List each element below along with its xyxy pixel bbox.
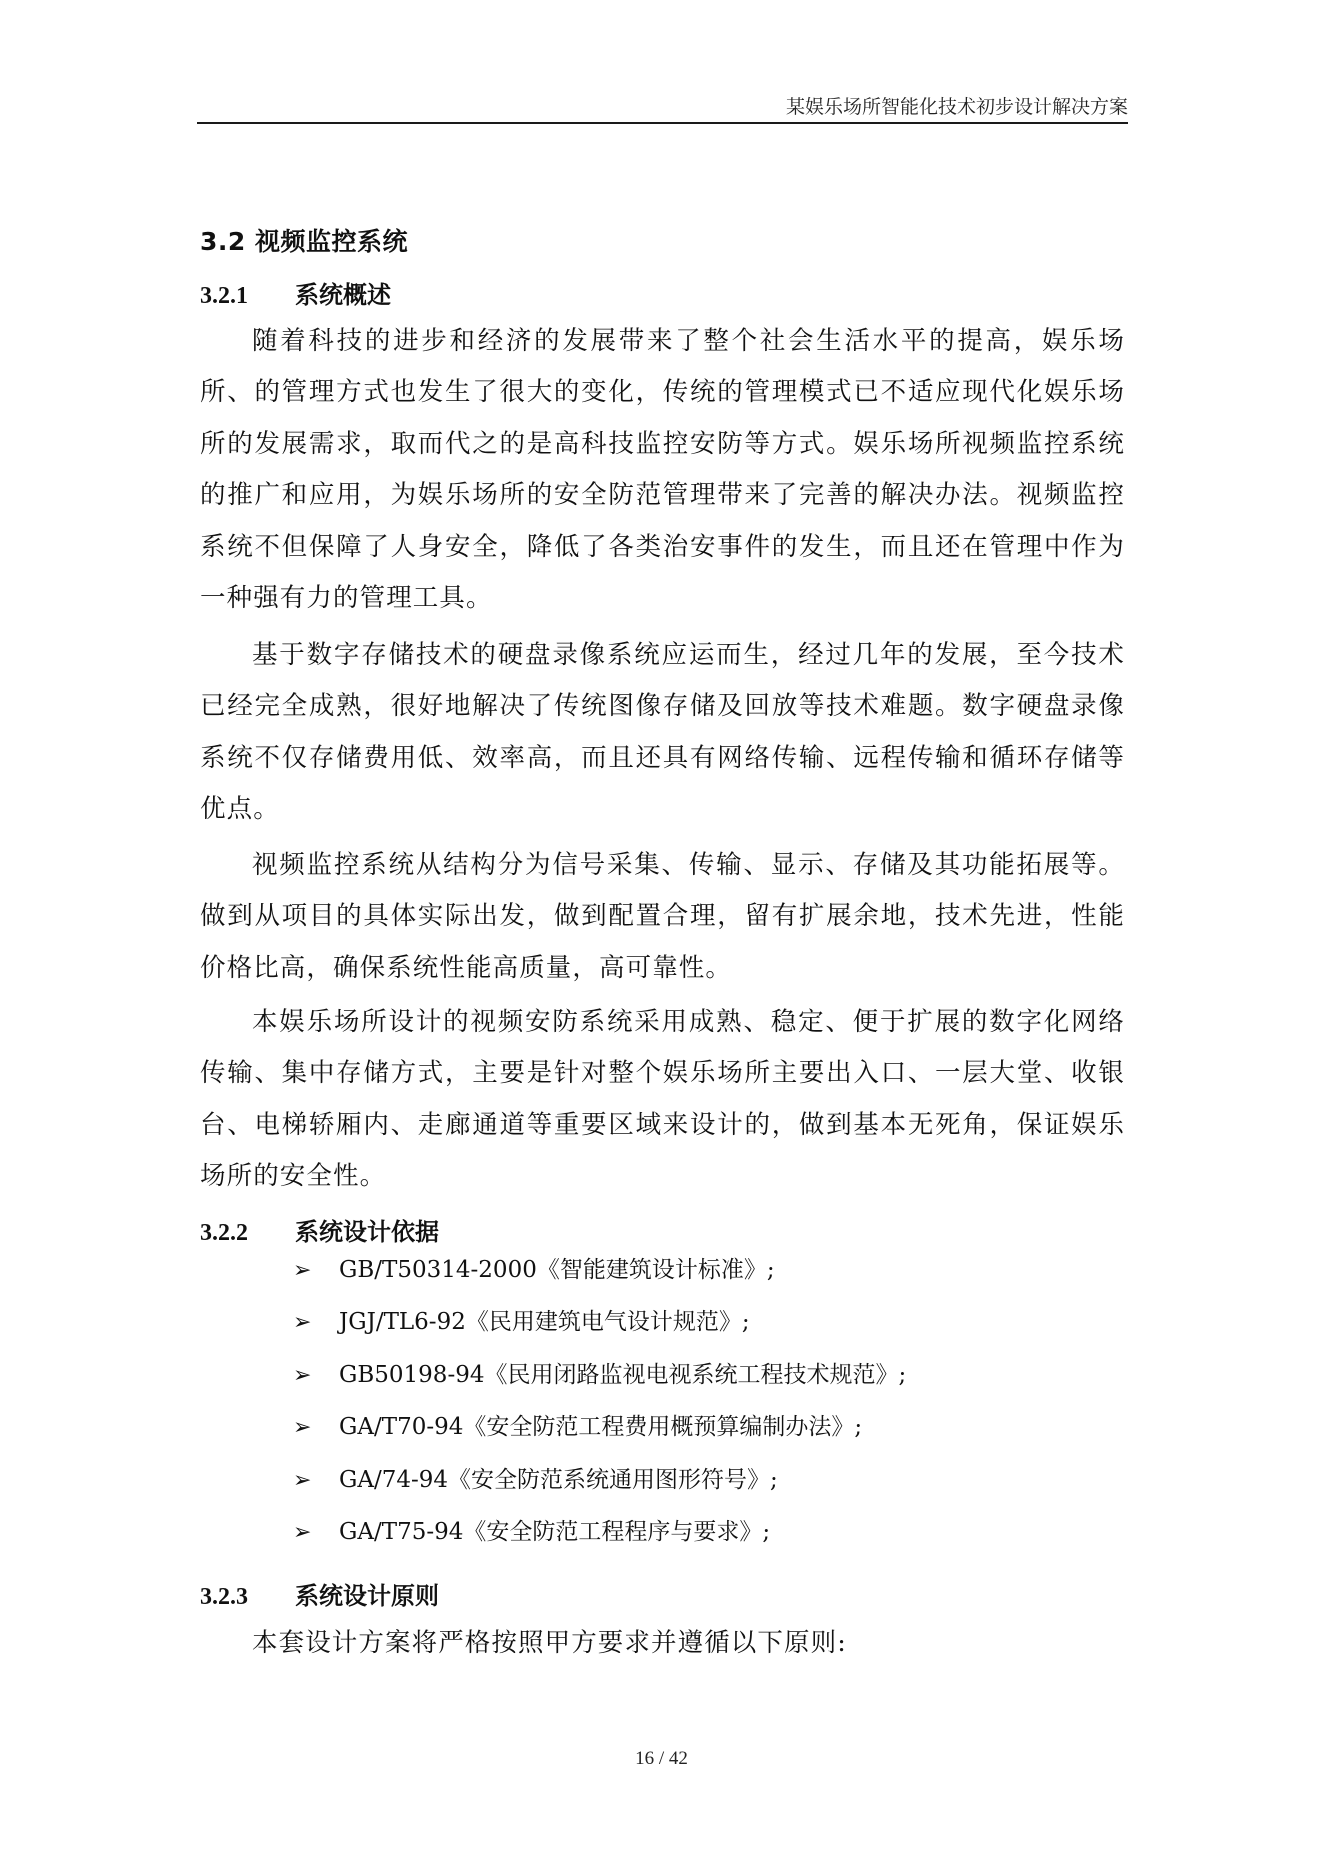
list-item <box>293 1349 906 1401</box>
list-item <box>293 1244 906 1296</box>
paragraph: 随着科技的进步和经济的发展带来了整个社会生活水平的提高，娱乐场所、的管理方式也发生了很大的变化，传统的管理模式已不适应现代化娱乐场所的发展需求，取而代之的是高科技监控安防等方式。娱乐场所视频监控系统的推广和应用，为娱乐场所的安全防范管理带来了完善的解决办法。视频监控系统不但保障了人身安全，降低了各类治安事件的发生，而且还在管理中作为一种强有力的管理工具。 <box>200 326 1125 614</box>
subsection-title: 系统设计原则 <box>295 1582 439 1610</box>
arrow-bullet-icon: ➢ <box>293 1258 312 1283</box>
reference-text: GA/T75-94《安全防范工程程序与要求》; <box>339 1518 771 1545</box>
subsection-heading-overview <box>200 275 391 310</box>
subsection-title: 系统设计依据 <box>295 1218 439 1246</box>
list-item <box>293 1454 906 1506</box>
reference-text: GA/T70-94《安全防范工程费用概预算编制办法》; <box>339 1414 863 1441</box>
paragraph: 本套设计方案将严格按照甲方要求并遵循以下原则: <box>252 1628 847 1658</box>
page-number: 16 / 42 <box>635 1748 688 1769</box>
arrow-bullet-icon: ➢ <box>293 1362 312 1388</box>
reference-text: GB50198-94《民用闭路监视电视系统工程技术规范》; <box>339 1361 907 1388</box>
subsection-number: 3.2.1 <box>200 283 248 309</box>
paragraph: 视频监控系统从结构分为信号采集、传输、显示、存储及其功能拓展等。做到从项目的具体实际出发，做到配置合理，留有扩展余地，技术先进，性能价格比高，确保系统性能高质量，高可靠性。 <box>200 850 1125 983</box>
reference-list <box>293 1244 906 1558</box>
reference-text: JGJ/TL6-92《民用建筑电气设计规范》; <box>339 1309 750 1336</box>
reference-text: GB/T50314-2000《智能建筑设计标准》; <box>339 1257 775 1283</box>
paragraph: 基于数字存储技术的硬盘录像系统应运而生，经过几年的发展，至今技术已经完全成熟，很好地解决了传统图像存储及回放等技术难题。数字硬盘录像系统不仅存储费用低、效率高，而且还具有网络传输、远程传输和循环存储等优点。 <box>200 640 1125 825</box>
subsection-number: 3.2.3 <box>200 1584 248 1610</box>
header-rule <box>197 122 1128 124</box>
arrow-bullet-icon: ➢ <box>293 1467 312 1493</box>
list-item <box>293 1506 906 1558</box>
subsection-number: 3.2.2 <box>200 1220 248 1246</box>
section-heading: 3.2 视频监控系统 <box>200 227 408 256</box>
subsection-title: 系统概述 <box>295 281 391 309</box>
reference-text: GA/74-94《安全防范系统通用图形符号》; <box>339 1466 778 1493</box>
list-item <box>293 1296 906 1348</box>
running-header: 某娱乐场所智能化技术初步设计解决方案 <box>785 96 1128 118</box>
subsection-heading-principles <box>200 1576 439 1611</box>
subsection-heading-basis <box>200 1212 439 1247</box>
list-item <box>293 1401 906 1453</box>
arrow-bullet-icon: ➢ <box>293 1519 312 1545</box>
arrow-bullet-icon: ➢ <box>293 1415 312 1441</box>
paragraph: 本娱乐场所设计的视频安防系统采用成熟、稳定、便于扩展的数字化网络传输、集中存储方式，主要是针对整个娱乐场所主要出入口、一层大堂、收银台、电梯轿厢内、走廊通道等重要区域来设计的，做到基本无死角，保证娱乐场所的安全性。 <box>200 1007 1125 1192</box>
arrow-bullet-icon: ➢ <box>293 1310 312 1336</box>
